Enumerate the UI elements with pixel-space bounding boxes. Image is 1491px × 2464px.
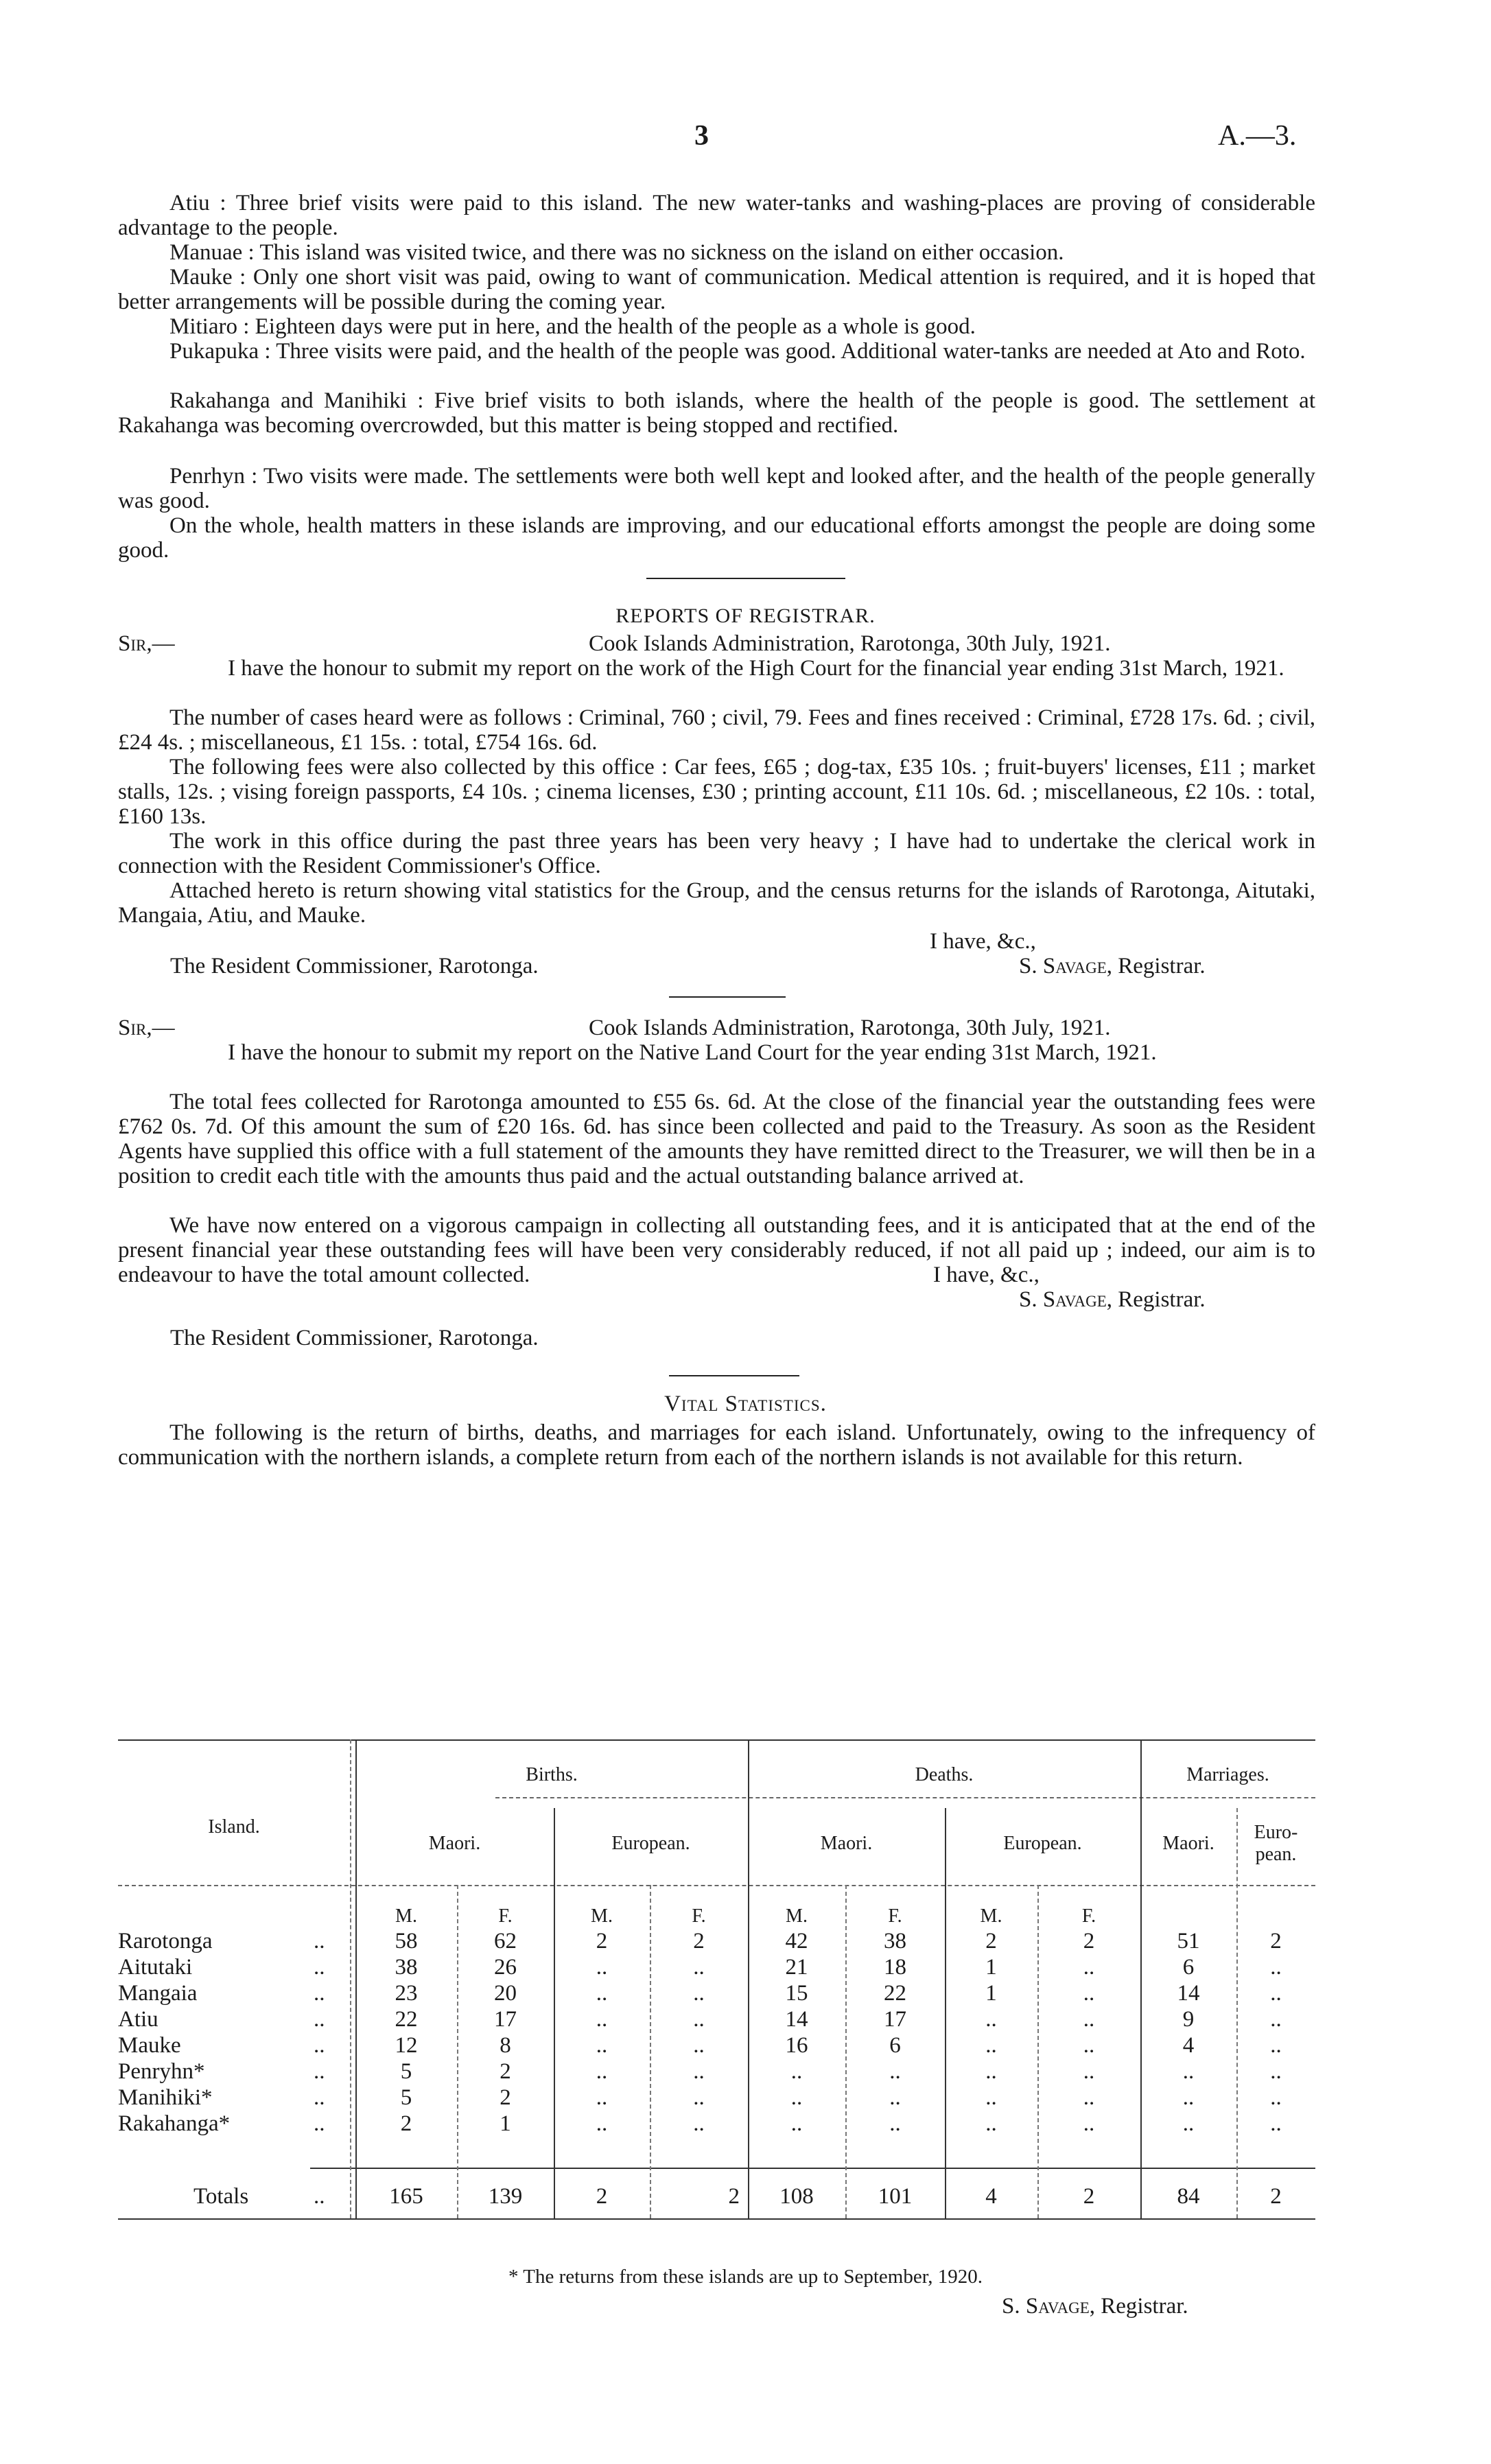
letter1-para-4: The work in this office during the past three years has been very heavy ; I have had to undertake the clerical work in connection with the Resident Commissioner's Office. — [118, 829, 1315, 878]
row-leader-dots: .. — [314, 2085, 325, 2110]
cell-dmm: .. — [790, 2111, 803, 2136]
cell-mm: 4 — [1182, 2033, 1195, 2058]
cell-bmf: 26 — [494, 1955, 517, 1980]
row-island-name: Mauke — [118, 2033, 181, 2058]
deaths-rule — [871, 1797, 1247, 1798]
cell-bef: .. — [693, 2085, 705, 2110]
header-deaths-european: European. — [1003, 1833, 1082, 1854]
cell-dem: .. — [985, 2033, 997, 2058]
cell-me: 2 — [1270, 1929, 1282, 1953]
row-island-name: Rakahanga* — [118, 2111, 231, 2136]
cell-bmf: 62 — [494, 1929, 517, 1953]
totals-dots: .. — [314, 2184, 325, 2209]
cell-bmm: 38 — [395, 1955, 418, 1980]
row-island-name: Rarotonga — [118, 1929, 213, 1953]
cell-dem: 1 — [985, 1981, 997, 2006]
vital-statistics-table — [118, 1739, 1315, 2220]
header-bottom-rule — [118, 1885, 1315, 1886]
subheader-bmm: M. — [395, 1905, 417, 1927]
cell-dmf: .. — [889, 2059, 901, 2084]
para-mitiaro: Mitiaro : Eighteen days were put in here, and the health of the people as a whole is good. — [169, 314, 976, 339]
total-births-maori-f: 139 — [488, 2184, 523, 2209]
cell-me: .. — [1270, 2033, 1282, 2058]
header-births: Births. — [526, 1764, 578, 1785]
cell-bef: .. — [693, 2007, 705, 2032]
cell-mm: 51 — [1177, 1929, 1200, 1953]
totals-rule — [310, 2168, 1315, 2169]
cell-def: .. — [1083, 1955, 1095, 1980]
marriages-rule — [1248, 1797, 1315, 1798]
letter2-para-3: We have now entered on a vigorous campaign in collecting all outstanding fees, and it is anticipated that at the end of the present financial year these outstanding fees will have been very considerably reduced, if not all paid up ; indeed, our aim is to endeavour to have the total amount collected. — [118, 1213, 1315, 1287]
header-marriages-maori: Maori. — [1162, 1833, 1214, 1854]
cell-dem: 1 — [985, 1955, 997, 1980]
header-marriages-euro-2: pean. — [1255, 1844, 1297, 1865]
header-births-european: European. — [611, 1833, 690, 1854]
total-deaths-european-f: 2 — [1083, 2184, 1095, 2209]
cell-bmf: 1 — [500, 2111, 511, 2136]
cell-dem: .. — [985, 2085, 997, 2110]
cell-dmm: 21 — [785, 1955, 808, 1980]
cell-dmf: .. — [889, 2085, 901, 2110]
letter2-para-1: I have the honour to submit my report on the Native Land Court for the year ending 31st March, 1921. — [228, 1040, 1157, 1065]
cell-mm: .. — [1182, 2059, 1195, 2084]
letter1-closing: I have, &c., — [930, 929, 1036, 954]
cell-bem: .. — [596, 2033, 608, 2058]
row-leader-dots: .. — [314, 2033, 325, 2058]
cell-mm: 14 — [1177, 1981, 1200, 2006]
cell-def: .. — [1083, 2085, 1095, 2110]
cell-def: .. — [1083, 2033, 1095, 2058]
cell-bmf: 2 — [500, 2059, 511, 2084]
subheader-bef: F. — [692, 1905, 706, 1927]
header-deaths-maori: Maori. — [820, 1833, 873, 1854]
row-island-name: Mangaia — [118, 1981, 198, 2006]
cell-bef: .. — [693, 2033, 705, 2058]
para-mauke: Mauke : Only one short visit was paid, owing to want of communication. Medical attention is required, and it is hoped that better arrangements will be possible during the coming year. — [118, 265, 1315, 314]
cell-me: .. — [1270, 2111, 1282, 2136]
registrar-heading: REPORTS OF REGISTRAR. — [615, 605, 876, 627]
cell-bef: .. — [693, 1955, 705, 1980]
cell-mm: 9 — [1182, 2007, 1195, 2032]
cell-bem: .. — [596, 2007, 608, 2032]
para-rakahanga: Rakahanga and Manihiki : Five brief visits to both islands, where the health of the people is good. The settlement at Rakahanga was becoming overcrowded, but this matter is being stopped and rectified. — [118, 388, 1315, 438]
cell-bmm: 12 — [395, 2033, 418, 2058]
cell-bmf: 17 — [494, 2007, 517, 2032]
cell-dmf: 18 — [884, 1955, 906, 1980]
section-divider — [646, 578, 845, 579]
row-leader-dots: .. — [314, 1981, 325, 2006]
letter1-para-2: The number of cases heard were as follows : Criminal, 760 ; civil, 79. Fees and fines received : Criminal, £728 17s. 6d. ; civil, £24 4s. ; miscellaneous, £1 15s. : total, £754 16s. 6d. — [118, 705, 1315, 755]
cell-bmm: 5 — [400, 2085, 412, 2110]
cell-def: .. — [1083, 2007, 1095, 2032]
cell-dmm: 42 — [785, 1929, 808, 1953]
cell-bmf: 2 — [500, 2085, 511, 2110]
cell-bef: .. — [693, 1981, 705, 2006]
total-deaths-european-m: 4 — [985, 2184, 997, 2209]
cell-dmm: 16 — [785, 2033, 808, 2058]
cell-dem: 2 — [985, 1929, 997, 1953]
cell-mm: 6 — [1182, 1955, 1195, 1980]
cell-dmm: .. — [790, 2085, 803, 2110]
total-marriages-maori: 84 — [1177, 2184, 1200, 2209]
cell-bem: 2 — [596, 1929, 608, 1953]
total-births-european-f: 2 — [728, 2184, 740, 2209]
row-leader-dots: .. — [314, 1929, 325, 1953]
header-island: Island. — [208, 1816, 260, 1838]
table-bottom-rule — [118, 2218, 1315, 2220]
cell-bmf: 20 — [494, 1981, 517, 2006]
cell-def: .. — [1083, 1981, 1095, 2006]
cell-mm: .. — [1182, 2111, 1195, 2136]
cell-dmm: 15 — [785, 1981, 808, 2006]
header-deaths: Deaths. — [915, 1764, 974, 1785]
cell-bem: .. — [596, 2085, 608, 2110]
letter1-para-5: Attached hereto is return showing vital statistics for the Group, and the census returns for the islands of Rarotonga, Aitutaki, Mangaia, Atiu, and Mauke. — [118, 878, 1315, 928]
row-island-name: Aitutaki — [118, 1955, 193, 1980]
cell-def: .. — [1083, 2111, 1095, 2136]
cell-def: 2 — [1083, 1929, 1095, 1953]
table-footnote: * The returns from these islands are up to September, 1920. — [508, 2266, 983, 2288]
cell-me: .. — [1270, 1955, 1282, 1980]
cell-dem: .. — [985, 2007, 997, 2032]
letter2-closing: I have, &c., — [933, 1263, 1040, 1287]
subheader-dmf: F. — [888, 1905, 902, 1927]
row-leader-dots: .. — [314, 2007, 325, 2032]
letter2-signature: S. Savage, Registrar. — [1019, 1287, 1206, 1312]
cell-bmm: 22 — [395, 2007, 418, 2032]
letter1-addressee: The Resident Commissioner, Rarotonga. — [170, 954, 539, 978]
cell-mm: .. — [1182, 2085, 1195, 2110]
para-atiu: Atiu : Three brief visits were paid to this island. The new water-tanks and washing-places are proving of considerable advantage to the people. — [118, 191, 1315, 240]
subheader-bem: M. — [591, 1905, 613, 1927]
header-marriages-euro-1: Euro- — [1254, 1822, 1298, 1843]
total-deaths-maori-f: 101 — [878, 2184, 913, 2209]
cell-bem: .. — [596, 2059, 608, 2084]
cell-me: .. — [1270, 1981, 1282, 2006]
letter1-signature: S. Savage, Registrar. — [1019, 954, 1206, 978]
cell-me: .. — [1270, 2059, 1282, 2084]
page-reference: A.—3. — [1218, 120, 1297, 152]
vital-heading: Vital Statistics. — [664, 1392, 827, 1416]
cell-bmf: 8 — [500, 2033, 511, 2058]
subheader-def: F. — [1081, 1905, 1096, 1927]
cell-dmf: 17 — [884, 2007, 906, 2032]
para-pukapuka: Pukapuka : Three visits were paid, and the health of the people was good. Additional water-tanks are needed at Ato and Roto. — [169, 339, 1306, 364]
table-top-rule — [118, 1739, 1315, 1741]
letter2-addressee: The Resident Commissioner, Rarotonga. — [170, 1326, 539, 1350]
vital-divider — [669, 1375, 799, 1376]
cell-me: .. — [1270, 2085, 1282, 2110]
col-rule-island — [350, 1739, 351, 2218]
para-manuae: Manuae : This island was visited twice, and there was no sickness on the island on either occasion. — [169, 240, 1064, 265]
row-leader-dots: .. — [314, 2111, 325, 2136]
row-island-name: Manihiki* — [118, 2085, 213, 2110]
cell-dmm: .. — [790, 2059, 803, 2084]
cell-bmm: 5 — [400, 2059, 412, 2084]
total-births-european-m: 2 — [596, 2184, 608, 2209]
cell-def: .. — [1083, 2059, 1095, 2084]
header-births-maori: Maori. — [428, 1833, 481, 1854]
cell-bem: .. — [596, 1981, 608, 2006]
cell-bef: 2 — [693, 1929, 705, 1953]
cell-dem: .. — [985, 2059, 997, 2084]
row-leader-dots: .. — [314, 1955, 325, 1980]
letter2-para-2: The total fees collected for Rarotonga amounted to £55 6s. 6d. At the close of the financial year the outstanding fees were £762 0s. 7d. Of this amount the sum of £20 16s. 6d. has since been collected and paid to the Treasury. As soon as the Resident Agents have supplied this office with a full statement of the amounts they have remitted direct to the Treasurer, we will then be in a position to credit each title with the amounts thus paid and the actual outstanding balance arrived at. — [118, 1090, 1315, 1188]
para-penrhyn: Penrhyn : Two visits were made. The settlements were both well kept and looked after, and the health of the people generally was good. — [118, 464, 1315, 513]
cell-dmf: 6 — [889, 2033, 901, 2058]
letter-divider — [669, 996, 786, 998]
cell-bef: .. — [693, 2111, 705, 2136]
cell-dem: .. — [985, 2111, 997, 2136]
births-rule — [495, 1797, 869, 1798]
subheader-dem: M. — [980, 1905, 1002, 1927]
subheader-bmf: F. — [498, 1905, 513, 1927]
cell-bmm: 23 — [395, 1981, 418, 2006]
cell-dmf: .. — [889, 2111, 901, 2136]
cell-bem: .. — [596, 1955, 608, 1980]
vital-signature: S. Savage, Registrar. — [1002, 2294, 1188, 2319]
total-births-maori-m: 165 — [389, 2184, 423, 2209]
cell-bef: .. — [693, 2059, 705, 2084]
vital-intro: The following is the return of births, deaths, and marriages for each island. Unfortunately, owing to the infrequency of communication with the northern islands, a complete return from each of the northern islands is not available for this return. — [118, 1420, 1315, 1470]
header-marriages: Marriages. — [1186, 1764, 1269, 1785]
totals-label: Totals — [193, 2184, 249, 2209]
letter1-para-3: The following fees were also collected by this office : Car fees, £65 ; dog-tax, £35 10s. ; fruit-buyers' licenses, £11 ; market stalls, 12s. ; vising foreign passports, £4 10s. ; cinema licenses, £30 ; printing account, £11 10s. 6d. ; miscellaneous, £2 10s. : total, £160 13s. — [118, 755, 1315, 829]
letter2-salutation: Sir,— — [118, 1016, 175, 1040]
row-island-name: Penryhn* — [118, 2059, 205, 2084]
cell-dmf: 22 — [884, 1981, 906, 2006]
cell-bmm: 2 — [400, 2111, 412, 2136]
letter1-salutation: Sir,— — [118, 631, 175, 656]
subheader-dmm: M. — [786, 1905, 808, 1927]
cell-dmm: 14 — [785, 2007, 808, 2032]
cell-dmf: 38 — [884, 1929, 906, 1953]
letter1-address: Cook Islands Administration, Rarotonga, 30th July, 1921. — [589, 631, 1111, 656]
total-deaths-maori-m: 108 — [779, 2184, 814, 2209]
total-marriages-european: 2 — [1270, 2184, 1282, 2209]
para-whole: On the whole, health matters in these islands are improving, and our educational efforts amongst the people are doing some good. — [118, 513, 1315, 563]
letter1-para-1: I have the honour to submit my report on the work of the High Court for the financial year ending 31st March, 1921. — [228, 656, 1284, 681]
cell-bem: .. — [596, 2111, 608, 2136]
cell-bmm: 58 — [395, 1929, 418, 1953]
row-island-name: Atiu — [118, 2007, 159, 2032]
cell-me: .. — [1270, 2007, 1282, 2032]
row-leader-dots: .. — [314, 2059, 325, 2084]
page-number: 3 — [694, 120, 709, 152]
letter2-address: Cook Islands Administration, Rarotonga, 30th July, 1921. — [589, 1016, 1111, 1040]
